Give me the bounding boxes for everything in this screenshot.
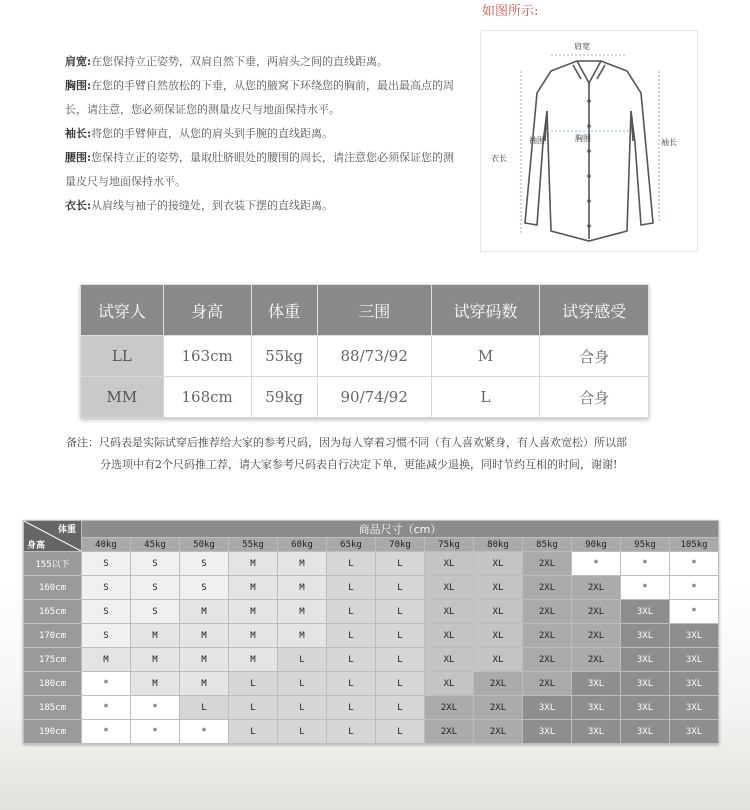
size-cell: 3XL: [621, 672, 670, 696]
size-cell: *: [131, 720, 180, 744]
definition-text: 在您保持立正姿势，双肩自然下垂，两肩头之间的直线距离。: [91, 55, 389, 68]
size-cell: M: [180, 648, 229, 672]
size-cell: M: [278, 600, 327, 624]
tryon-cell: M: [431, 336, 540, 377]
size-cell: 3XL: [670, 672, 719, 696]
tryon-table: [80, 284, 649, 418]
table-row: [24, 672, 719, 696]
height-cell: 175cm: [24, 648, 82, 672]
note-line: 备注：尺码表是实际试穿后推荐给大家的参考尺码，因为每人穿着习惯不同（有人喜欢紧身，有人喜欢宽松）所以部: [66, 436, 627, 449]
weight-header-cell: 55kg: [229, 538, 278, 552]
tryon-header-cell: 试穿人: [81, 285, 164, 336]
size-cell: 3XL: [572, 720, 621, 744]
size-cell: L: [278, 648, 327, 672]
size-cell: L: [376, 552, 425, 576]
tryon-header-cell: 体重: [251, 285, 317, 336]
size-cell: 2XL: [572, 648, 621, 672]
size-cell: 3XL: [523, 720, 572, 744]
weight-header-cell: 40kg: [82, 538, 131, 552]
size-cell: L: [278, 672, 327, 696]
size-cell: L: [278, 720, 327, 744]
size-cell: L: [376, 672, 425, 696]
size-cell: XL: [474, 576, 523, 600]
height-cell: 155以下: [24, 552, 82, 576]
size-cell: XL: [474, 552, 523, 576]
size-cell: 2XL: [572, 624, 621, 648]
weight-header-cell: 45kg: [131, 538, 180, 552]
label-sleeve: 袖长: [661, 138, 677, 147]
height-cell: 165cm: [24, 600, 82, 624]
size-cell: XL: [425, 672, 474, 696]
size-chart-title: 商品尺寸（cm）: [82, 521, 719, 538]
size-cell: *: [670, 552, 719, 576]
size-cell: S: [131, 576, 180, 600]
size-cell: L: [327, 648, 376, 672]
size-cell: XL: [425, 624, 474, 648]
definition-term: 袖长:: [65, 127, 92, 140]
tryon-header-cell: 身高: [163, 285, 251, 336]
size-cell: M: [229, 600, 278, 624]
size-note: [66, 432, 686, 476]
definition-shoulder: [65, 50, 460, 74]
size-cell: 3XL: [621, 624, 670, 648]
tryon-cell: 90/74/92: [317, 377, 431, 418]
weight-header-cell: 105kg: [670, 538, 719, 552]
size-cell: 2XL: [572, 576, 621, 600]
size-cell: S: [82, 624, 131, 648]
size-cell: *: [572, 552, 621, 576]
label-shoulder: 肩宽: [574, 42, 590, 51]
weight-header-cell: 80kg: [474, 538, 523, 552]
size-cell: 3XL: [523, 696, 572, 720]
size-cell: L: [376, 624, 425, 648]
definition-length: [65, 194, 460, 218]
table-row: [24, 648, 719, 672]
size-cell: 3XL: [670, 720, 719, 744]
tryon-cell: 88/73/92: [317, 336, 431, 377]
height-cell: 190cm: [24, 720, 82, 744]
definition-text: 在您的手臂自然放松的下垂，从您的腋窝下环绕您的胸前，最出最高点的周长，请注意，您必须保证您的测量皮尺与地面保持水平。: [65, 79, 455, 116]
label-bust: 胸围: [575, 134, 591, 143]
weight-header-cell: 50kg: [180, 538, 229, 552]
size-chart-corner: [24, 521, 82, 552]
size-cell: L: [327, 600, 376, 624]
definition-text: 您保持立正的姿势，量取肚脐眼处的腰围的周长，请注意您必须保证您的测量皮尺与地面保持水平。: [65, 151, 455, 188]
tryon-cell: 168cm: [163, 377, 251, 418]
table-row: [24, 576, 719, 600]
weight-header-cell: 95kg: [621, 538, 670, 552]
label-length: 衣长: [491, 154, 507, 163]
definition-term: 肩宽:: [65, 55, 92, 68]
size-cell: XL: [425, 552, 474, 576]
size-cell: XL: [425, 648, 474, 672]
size-cell: L: [229, 720, 278, 744]
size-cell: *: [82, 696, 131, 720]
size-cell: 3XL: [621, 696, 670, 720]
size-cell: S: [82, 600, 131, 624]
size-cell: L: [229, 696, 278, 720]
size-cell: M: [131, 648, 180, 672]
weight-header-cell: 75kg: [425, 538, 474, 552]
size-cell: M: [278, 624, 327, 648]
size-cell: L: [327, 576, 376, 600]
size-cell: L: [278, 696, 327, 720]
size-cell: M: [229, 624, 278, 648]
tryon-cell: L: [431, 377, 540, 418]
weight-header-cell: 65kg: [327, 538, 376, 552]
size-cell: 2XL: [523, 600, 572, 624]
tryon-header-cell: 三围: [317, 285, 431, 336]
definition-term: 腰围:: [65, 151, 92, 164]
size-cell: L: [327, 696, 376, 720]
size-cell: 2XL: [523, 624, 572, 648]
size-cell: M: [229, 576, 278, 600]
definition-text: 将您的手臂伸直，从您的肩头到手腕的直线距离。: [91, 127, 334, 140]
definition-waist: [65, 146, 460, 194]
size-cell: S: [180, 552, 229, 576]
tryon-cell: 163cm: [163, 336, 251, 377]
size-cell: 3XL: [670, 648, 719, 672]
size-cell: 2XL: [523, 672, 572, 696]
definition-sleeve: [65, 122, 460, 146]
table-row: [24, 600, 719, 624]
size-cell: XL: [425, 576, 474, 600]
corner-height-label: 身高: [27, 541, 46, 551]
size-cell: 3XL: [670, 696, 719, 720]
size-cell: L: [376, 696, 425, 720]
size-cell: *: [621, 552, 670, 576]
size-cell: S: [131, 552, 180, 576]
size-cell: *: [131, 696, 180, 720]
weight-header-cell: 90kg: [572, 538, 621, 552]
height-cell: 180cm: [24, 672, 82, 696]
size-cell: L: [376, 720, 425, 744]
table-row: [24, 696, 719, 720]
size-cell: M: [131, 624, 180, 648]
size-cell: *: [82, 720, 131, 744]
size-cell: 3XL: [572, 672, 621, 696]
size-cell: 2XL: [523, 648, 572, 672]
size-chart-body: [24, 552, 719, 744]
size-cell: 2XL: [425, 720, 474, 744]
size-cell: 2XL: [474, 720, 523, 744]
size-cell: XL: [474, 624, 523, 648]
size-cell: L: [327, 720, 376, 744]
weight-header-cell: 70kg: [376, 538, 425, 552]
size-cell: 3XL: [621, 600, 670, 624]
corner-diagonal: [24, 521, 81, 551]
size-cell: 2XL: [523, 576, 572, 600]
size-chart-table: [23, 520, 719, 744]
size-cell: 3XL: [621, 720, 670, 744]
size-cell: XL: [425, 600, 474, 624]
size-cell: *: [180, 720, 229, 744]
height-cell: 160cm: [24, 576, 82, 600]
size-cell: M: [180, 624, 229, 648]
size-cell: *: [670, 576, 719, 600]
size-cell: S: [82, 576, 131, 600]
size-cell: M: [131, 672, 180, 696]
size-cell: *: [82, 672, 131, 696]
size-cell: 2XL: [474, 696, 523, 720]
diagram-caption: 如图所示:: [482, 4, 539, 19]
size-cell: L: [180, 696, 229, 720]
size-cell: 2XL: [523, 552, 572, 576]
size-cell: 3XL: [621, 648, 670, 672]
tryon-cell: 55kg: [251, 336, 317, 377]
size-cell: L: [376, 576, 425, 600]
tryon-cell: LL: [81, 336, 164, 377]
size-cell: XL: [474, 600, 523, 624]
size-cell: 3XL: [670, 624, 719, 648]
size-cell: M: [278, 576, 327, 600]
size-cell: L: [229, 672, 278, 696]
size-cell: 2XL: [572, 600, 621, 624]
height-cell: 185cm: [24, 696, 82, 720]
table-row: [24, 624, 719, 648]
definition-term: 胸围:: [65, 79, 92, 92]
definition-term: 衣长:: [65, 199, 92, 212]
note-line: 分选项中有2个尺码推工荐，请大家参考尺码表自行决定下单，更能减少退换，同时节约互相的时间，谢谢!: [100, 458, 618, 471]
size-cell: S: [82, 552, 131, 576]
definition-text: 从肩线与袖子的接缝处，到衣装下摆的直线距离。: [91, 199, 334, 212]
shirt-measurement-diagram: [480, 30, 698, 252]
weight-header-cell: 60kg: [278, 538, 327, 552]
height-cell: 170cm: [24, 624, 82, 648]
size-cell: S: [131, 600, 180, 624]
tryon-header-cell: 试穿码数: [431, 285, 540, 336]
size-cell: L: [327, 624, 376, 648]
size-cell: M: [180, 672, 229, 696]
size-cell: M: [229, 552, 278, 576]
definition-bust: [65, 74, 460, 122]
weight-header-cell: 85kg: [523, 538, 572, 552]
table-row: [24, 552, 719, 576]
size-cell: L: [327, 552, 376, 576]
measurement-definitions: [65, 50, 460, 218]
tryon-cell: 59kg: [251, 377, 317, 418]
size-cell: 2XL: [474, 672, 523, 696]
size-cell: M: [278, 552, 327, 576]
corner-weight-label: 体重: [58, 525, 77, 535]
size-cell: S: [180, 576, 229, 600]
shirt-illustration: [481, 31, 697, 251]
label-waist: 袖围: [529, 136, 545, 145]
weight-header-row: [24, 538, 719, 552]
tryon-cell: MM: [81, 377, 164, 418]
table-row: [81, 336, 649, 377]
size-cell: XL: [474, 648, 523, 672]
tryon-cell: 合身: [540, 336, 649, 377]
tryon-cell: 合身: [540, 377, 649, 418]
size-cell: L: [376, 600, 425, 624]
size-cell: L: [327, 672, 376, 696]
size-cell: M: [82, 648, 131, 672]
size-cell: L: [376, 648, 425, 672]
size-cell: 3XL: [572, 696, 621, 720]
table-row: [81, 377, 649, 418]
table-row: [24, 720, 719, 744]
size-cell: 2XL: [425, 696, 474, 720]
size-cell: *: [670, 600, 719, 624]
size-cell: M: [229, 648, 278, 672]
size-cell: *: [621, 576, 670, 600]
size-cell: M: [180, 600, 229, 624]
tryon-header-row: [81, 285, 649, 336]
tryon-header-cell: 试穿感受: [540, 285, 649, 336]
